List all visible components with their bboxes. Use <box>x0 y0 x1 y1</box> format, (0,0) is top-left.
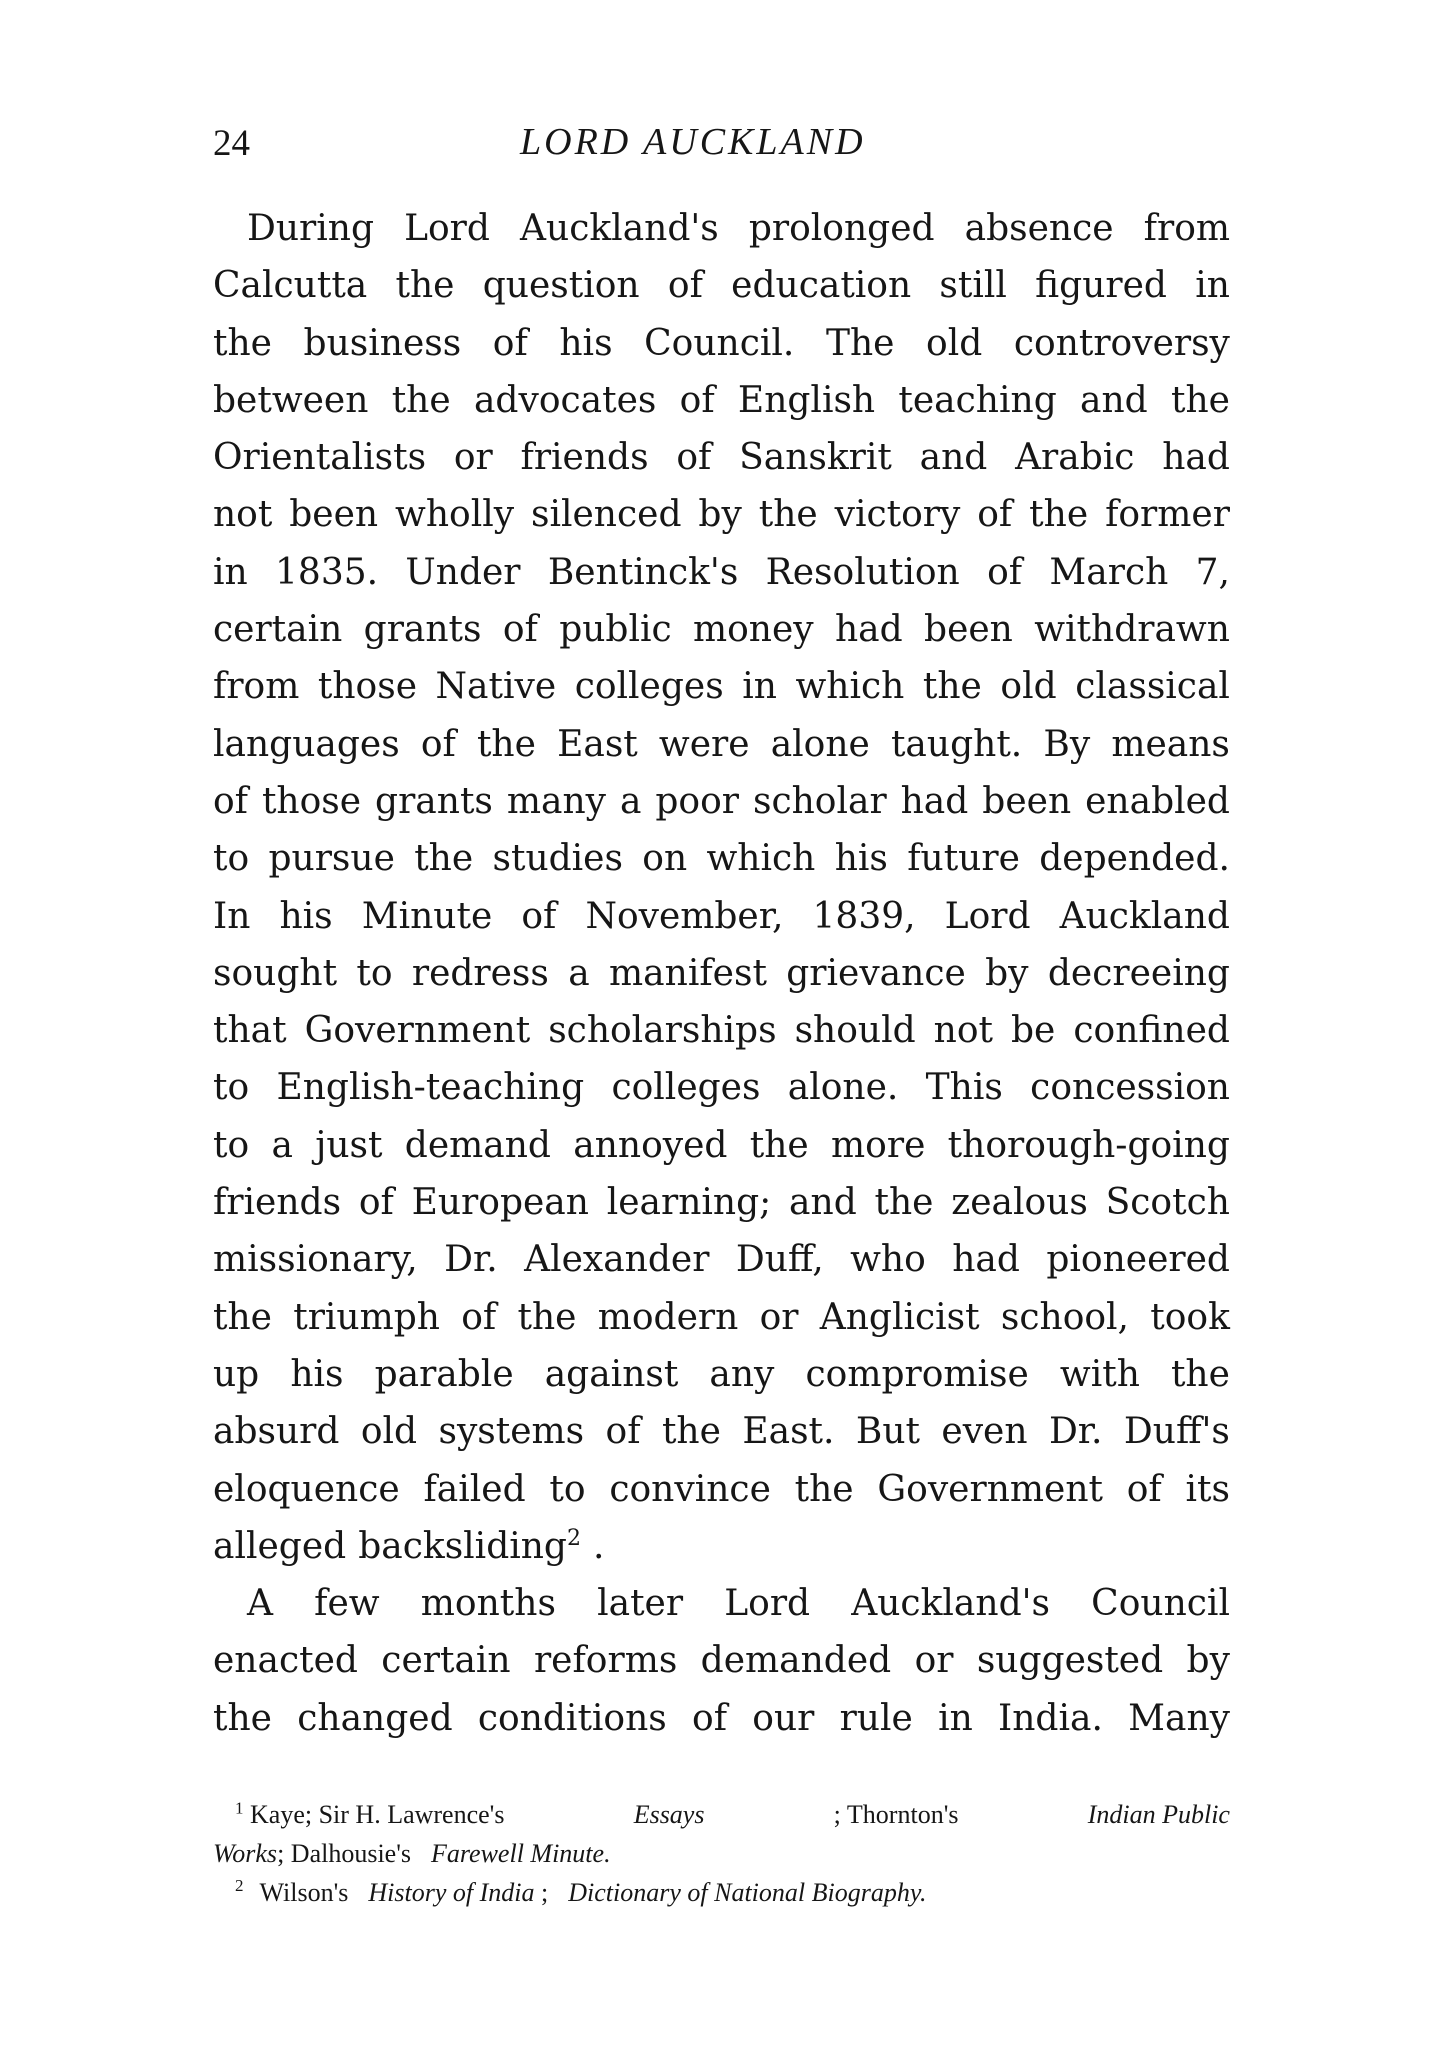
body-line: the business of his Council. The old controversy <box>213 322 1230 364</box>
footnote-2-dnb: Dictionary of National Biography. <box>568 1878 927 1907</box>
page-number: 24 <box>213 123 250 164</box>
body-line: eloquence failed to convince the Government of its <box>213 1468 1230 1510</box>
footnotes <box>213 1795 1230 1912</box>
footnote-1-line-1 <box>213 1795 1230 1834</box>
body-line: between the advocates of English teaching and the <box>213 379 1230 421</box>
footnote-1-marker: $^1$ Kaye; Sir H. Lawrence's <box>235 1798 505 1829</box>
footnote-1-line-2 <box>213 1834 1230 1873</box>
footnote-1-essays: Essays <box>633 1800 705 1829</box>
body-line: During Lord Auckland's prolonged absence from <box>247 208 1230 249</box>
body-line: to English-teaching colleges alone. This concession <box>213 1067 1230 1109</box>
body-line: not been wholly silenced by the victory of the former <box>213 494 1230 536</box>
body-line: Orientalists or friends of Sanskrit and Arabic had <box>213 437 1230 479</box>
body-line: alleged backsliding$^2$ . <box>213 1525 605 1567</box>
footnote-2-separator: ; <box>541 1878 549 1907</box>
footnote-ref-2: 2 <box>566 1525 581 1551</box>
footnote-1-works: Works <box>213 1839 278 1868</box>
footnote-1-farewell-minute: Farewell Minute. <box>431 1839 611 1868</box>
body-line: of those grants many a poor scholar had been enabled <box>213 780 1230 822</box>
body-line: up his parable against any compromise with the <box>213 1353 1230 1395</box>
body-line: In his Minute of November, 1839, Lord Auckland <box>213 895 1230 937</box>
body-line: sought to redress a manifest grievance by decreeing <box>213 952 1230 994</box>
footnote-2 <box>213 1873 1230 1912</box>
body-text <box>213 200 1230 1747</box>
footnote-2-marker: $^2$ Wilson's <box>235 1876 349 1907</box>
body-line: from those Native colleges in which the old classical <box>213 666 1230 708</box>
body-line: friends of European learning; and the zealous Scotch <box>213 1182 1230 1224</box>
body-line: Calcutta the question of education still figured in <box>213 265 1230 307</box>
footnote-1-dalhousie: ; Dalhousie's <box>277 1839 412 1868</box>
body-line: to a just demand annoyed the more thorough-going <box>213 1124 1230 1166</box>
footnote-2-history: History of India <box>368 1878 535 1907</box>
body-line: absurd old systems of the East. But even Dr. Duff's <box>213 1411 1230 1453</box>
body-line: languages of the East were alone taught. By means <box>213 723 1230 765</box>
body-line: to pursue the studies on which his future depended. <box>213 838 1230 880</box>
footnote-1-thornton: ; Thornton's <box>833 1800 959 1829</box>
body-line: in 1835. Under Bentinck's Resolution of March 7, <box>213 551 1230 593</box>
body-line: the changed conditions of our rule in India. Many <box>213 1697 1230 1739</box>
body-line: A few months later Lord Auckland's Council <box>247 1583 1230 1625</box>
body-line: certain grants of public money had been withdrawn <box>213 609 1230 651</box>
body-line: the triumph of the modern or Anglicist school, took <box>213 1296 1230 1338</box>
body-line: that Government scholarships should not be confined <box>213 1010 1230 1052</box>
body-line: enacted certain reforms demanded or suggested by <box>213 1640 1230 1682</box>
running-title: LORD AUCKLAND <box>520 121 866 163</box>
footnote-1-indian-public: Indian Public <box>1087 1800 1230 1829</box>
body-line: missionary, Dr. Alexander Duff, who had pioneered <box>213 1239 1230 1281</box>
